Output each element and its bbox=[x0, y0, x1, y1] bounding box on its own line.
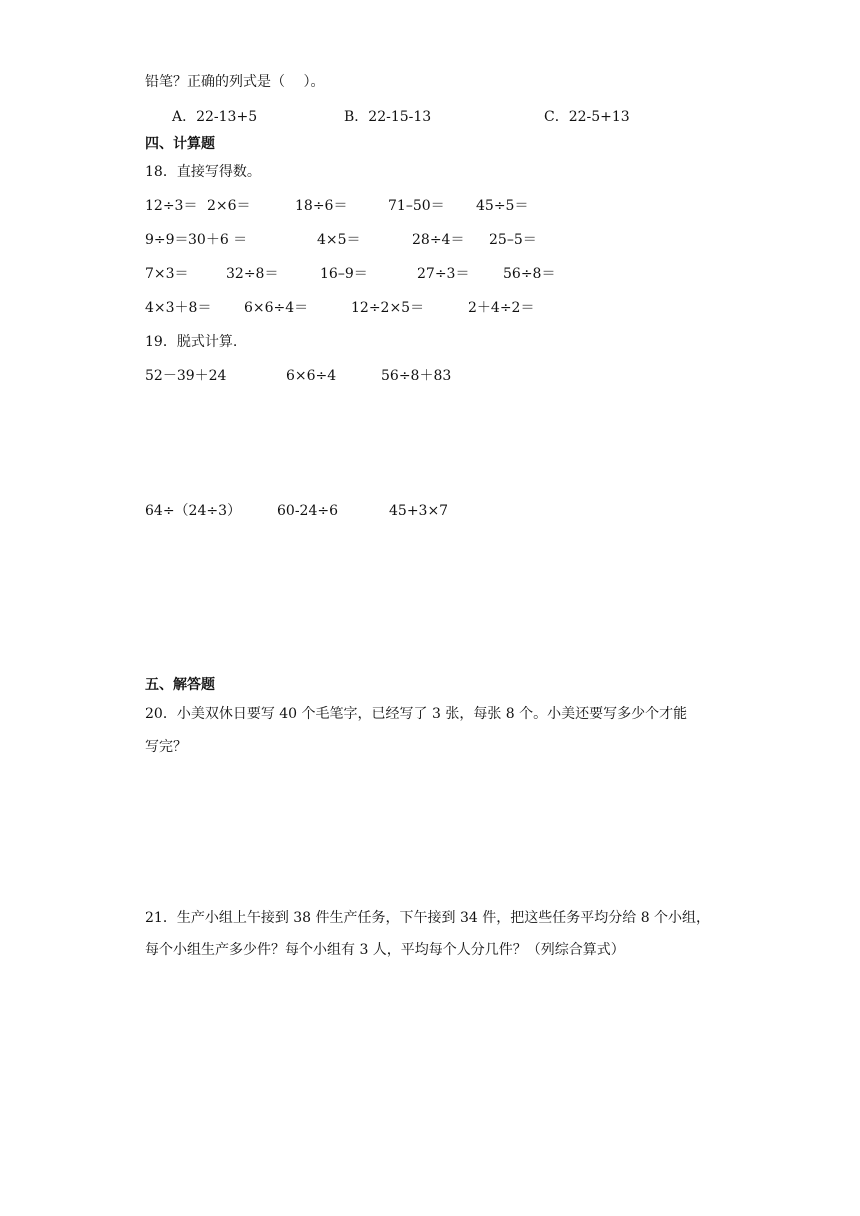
q18-item: 2×6＝ bbox=[207, 198, 251, 214]
q18-item: 25–5＝ bbox=[489, 232, 537, 248]
q19-expression: 52－39＋24 bbox=[145, 368, 227, 384]
q18-item: 9÷9＝ bbox=[145, 232, 189, 248]
section-4-heading: 四、计算题 bbox=[145, 136, 215, 152]
q18-item: 71–50＝ bbox=[388, 198, 445, 214]
q18-item: 32÷8＝ bbox=[226, 266, 279, 282]
q17-option-c: C．22-5+13 bbox=[544, 109, 630, 125]
q18-item: 12÷2×5＝ bbox=[351, 300, 425, 316]
q18-item: 27÷3＝ bbox=[417, 266, 470, 282]
q19-expression: 60-24÷6 bbox=[277, 503, 338, 519]
q19-expression: 56÷8＋83 bbox=[381, 368, 452, 384]
q18-item: 7×3＝ bbox=[145, 266, 189, 282]
q19-expression: 45+3×7 bbox=[389, 503, 449, 519]
q19-expression: 6×6÷4 bbox=[286, 368, 337, 384]
q18-title: 18．直接写得数。 bbox=[145, 164, 261, 180]
q18-item: 18÷6＝ bbox=[295, 198, 348, 214]
q18-item: 56÷8＝ bbox=[503, 266, 556, 282]
q17-option-a: A．22-13+5 bbox=[172, 109, 258, 125]
q21-line-1: 21．生产小组上午接到 38 件生产任务，下午接到 34 件，把这些任务平均分给 8 个小组， bbox=[145, 910, 711, 926]
section-5-heading: 五、解答题 bbox=[145, 677, 215, 693]
q18-row-1 bbox=[145, 196, 765, 216]
q19-row-2 bbox=[145, 501, 765, 521]
q18-item: 4×5＝ bbox=[317, 232, 361, 248]
q18-item: 16–9＝ bbox=[320, 266, 368, 282]
q18-row-4 bbox=[145, 298, 765, 318]
q18-item: 28÷4＝ bbox=[412, 232, 465, 248]
q20-line-2: 写完？ bbox=[145, 739, 187, 755]
q18-row-2 bbox=[145, 230, 765, 250]
q17-option-b: B．22-15-13 bbox=[344, 109, 432, 125]
q19-title: 19．脱式计算. bbox=[145, 334, 238, 350]
q20-line-1: 20．小美双休日要写 40 个毛笔字，已经写了 3 张，每张 8 个。小美还要写多少个才能 bbox=[145, 706, 688, 722]
q18-item: 6×6÷4＝ bbox=[244, 300, 309, 316]
q18-item: 4×3＋8＝ bbox=[145, 300, 212, 316]
q18-row-3 bbox=[145, 264, 765, 284]
q18-item: 12÷3＝ bbox=[145, 198, 198, 214]
q17-stem-tail: 铅笔？正确的列式是（ ）。 bbox=[145, 74, 325, 90]
q19-expression: 64÷（24÷3） bbox=[145, 503, 241, 519]
q18-item: 2＋4÷2＝ bbox=[468, 300, 535, 316]
q18-item: 30＋6 ＝ bbox=[188, 232, 248, 248]
q18-item: 45÷5＝ bbox=[476, 198, 529, 214]
q19-row-1 bbox=[145, 366, 765, 386]
q21-line-2: 每个小组生产多少件？每个小组有 3 人，平均每个人分几件？（列综合算式） bbox=[145, 942, 625, 958]
